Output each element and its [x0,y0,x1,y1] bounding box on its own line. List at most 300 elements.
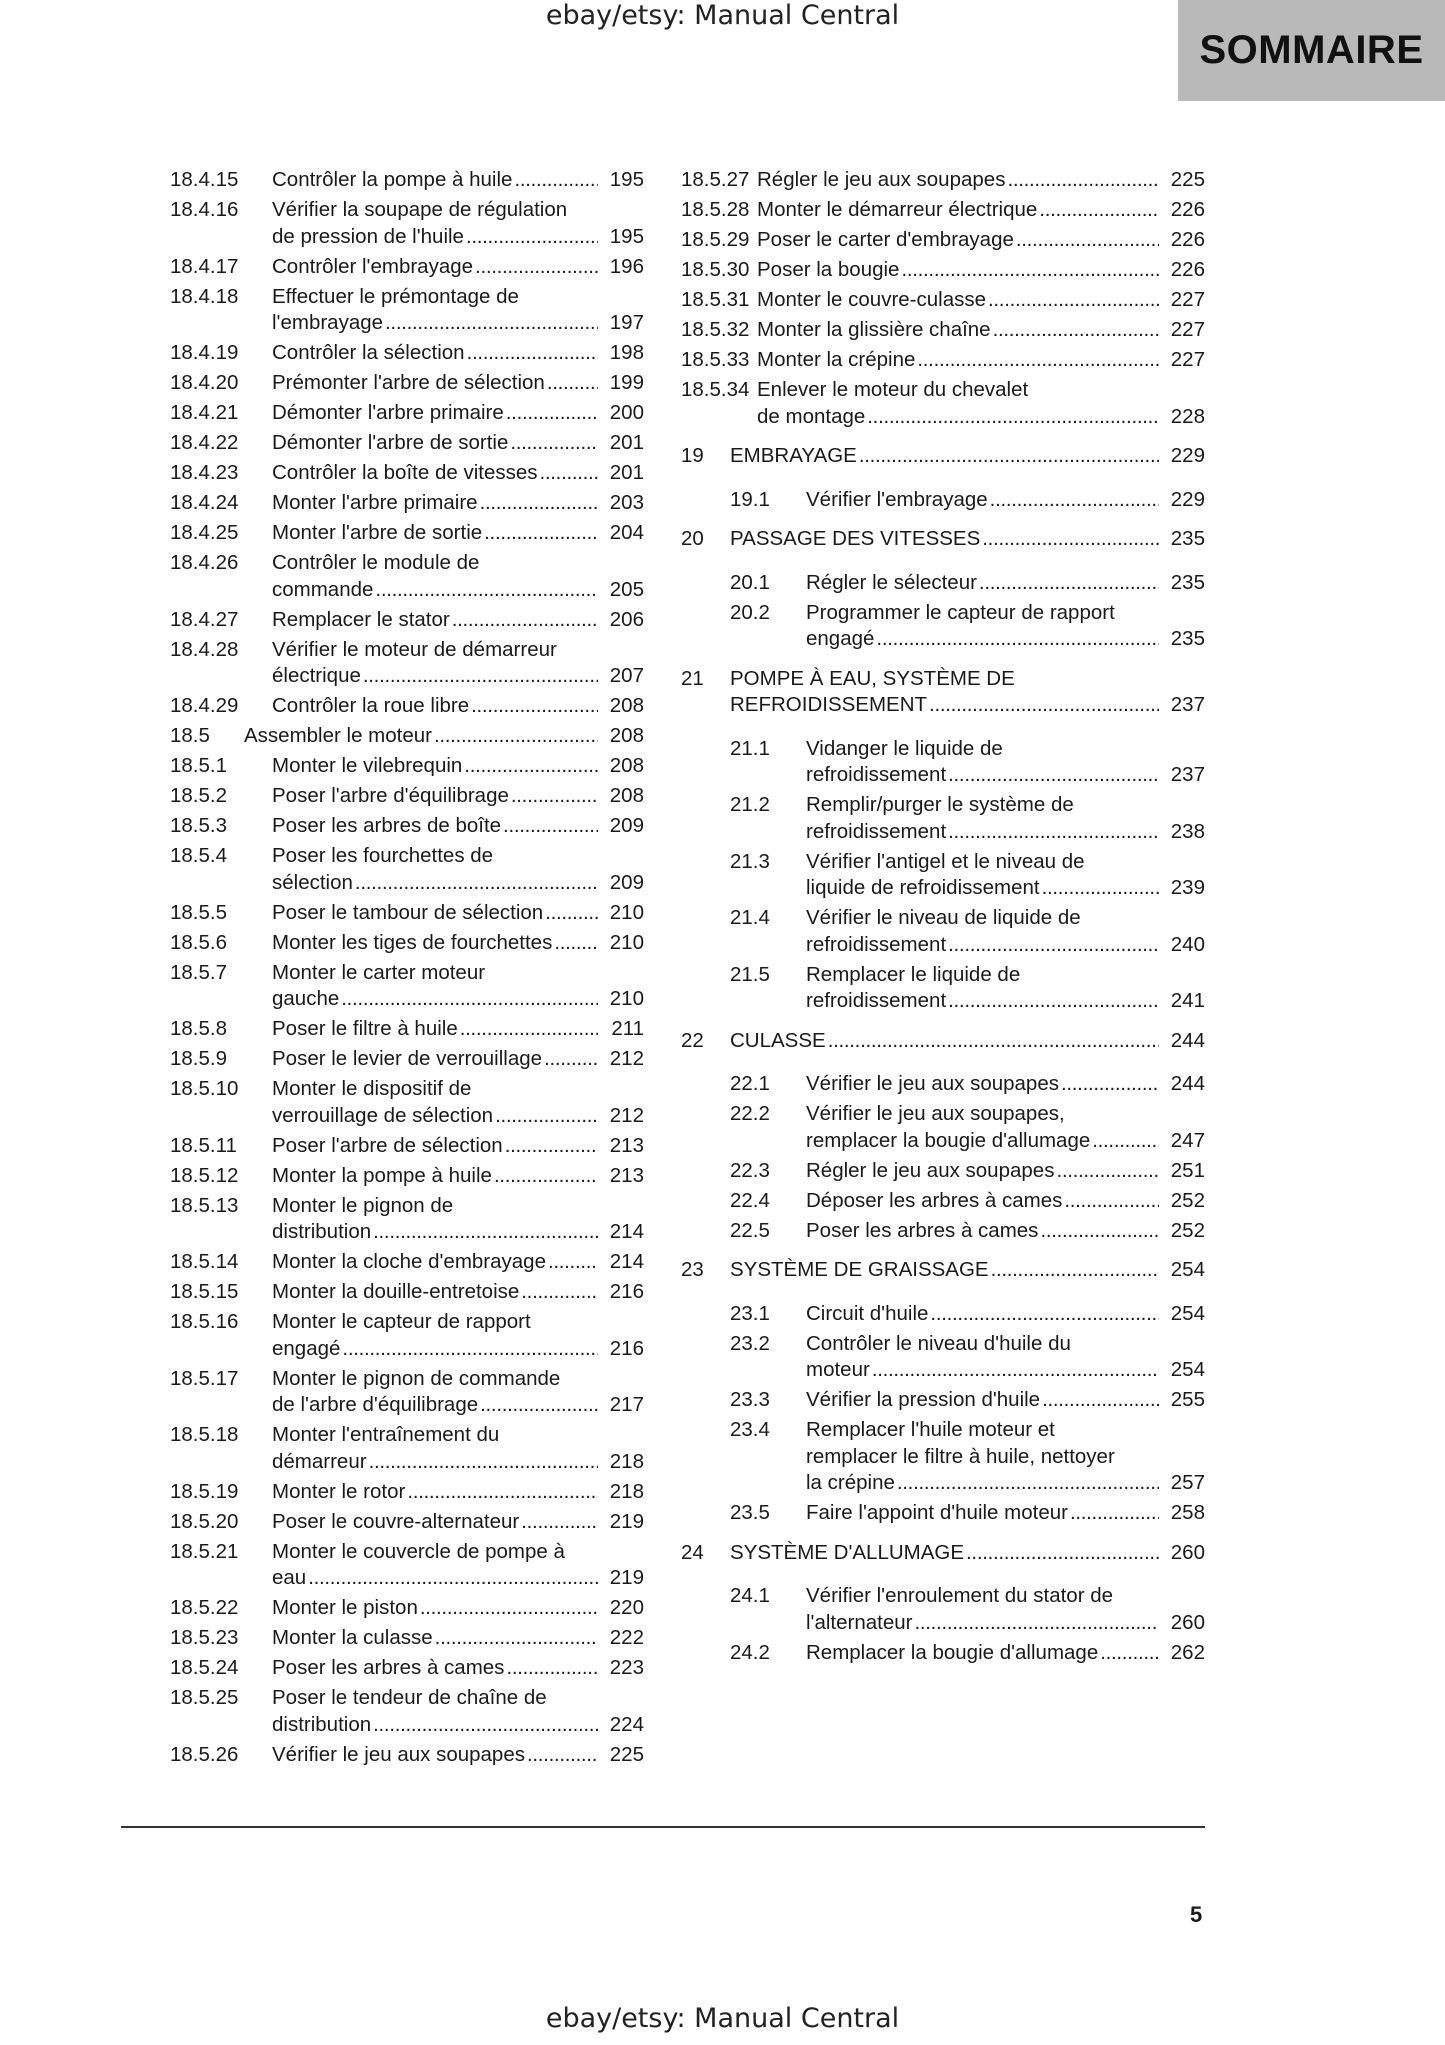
toc-entry-page: 195 [609,224,644,248]
toc-entry-last-line [272,813,644,840]
toc-entry-number: 18.5.18 [170,1423,239,1446]
toc-entry-page: 260 [1170,1540,1205,1564]
toc-entry-last-line [806,932,1205,959]
toc-entry-page: 235 [1170,627,1205,650]
dot-leader [1070,1500,1159,1527]
dot-leader [420,1595,598,1622]
toc-entry-number: 18.5.19 [170,1479,239,1503]
toc-entry-title: Vérifier la pression d'huile [806,1388,1041,1411]
toc-entry [170,1655,644,1682]
toc-entry-title-line: Vérifier le moteur de démarreur [272,637,557,661]
toc-entry-last-line [272,1103,644,1130]
toc-entry-body [806,1101,1205,1154]
toc-entry-page: 225 [609,1742,644,1766]
toc-entry [681,600,1205,653]
toc-entry-page: 227 [1170,318,1205,341]
toc-entry [170,1016,644,1043]
toc-entry-page: 209 [609,870,644,894]
toc-entry [170,1625,644,1652]
toc-entry-number: 18.4.20 [170,371,239,394]
toc-entry-body [730,1028,1205,1055]
toc-entry [170,753,644,780]
toc-entry [681,1101,1205,1154]
toc-entry [681,526,1205,553]
toc-entry [681,317,1205,344]
toc-entry [681,197,1205,224]
toc-entry-body [272,1046,644,1073]
toc-entry-page: 212 [609,1103,644,1127]
toc-entry-last-line [272,1279,644,1306]
toc-left-column [170,167,644,1772]
toc-entry-number: 18.4.25 [170,521,239,544]
toc-entry [170,843,644,896]
toc-entry-number: 18.5.21 [170,1539,239,1563]
toc-entry-last-line [272,1249,644,1276]
toc-entry-title: Monter la cloche d'embrayage [272,1250,546,1273]
toc-entry-body [272,1279,644,1306]
toc-entry-number: 18.4.21 [170,401,239,424]
dot-leader [480,490,598,517]
toc-entry-body [272,753,644,780]
toc-entry [170,607,644,634]
toc-entry-title: Monter les tiges de fourchettes [272,930,553,954]
toc-entry-title: de montage [757,404,866,428]
toc-entry-last-line [272,430,644,457]
toc-entry-number: 18.4.22 [170,431,239,454]
dot-leader [527,1742,598,1769]
toc-entry-page: 217 [609,1393,644,1416]
toc-entry-number: 21 [681,666,704,690]
toc-entry-number: 18.5.13 [170,1193,239,1217]
toc-entry-last-line [272,900,644,927]
toc-entry-last-line [806,1218,1205,1245]
toc-entry-number: 18.5.23 [170,1626,239,1649]
toc-entry [681,377,1205,430]
toc-entry-title-line: Poser les fourchettes de [272,844,494,867]
toc-entry-number: 18.5.15 [170,1280,239,1303]
toc-entry-title: Monter la glissière chaîne [757,318,991,341]
toc-entry-body [757,287,1205,314]
toc-entry-last-line [757,197,1205,224]
toc-entry-page: 241 [1170,989,1205,1012]
toc-entry [681,257,1205,284]
dot-leader [948,988,1159,1015]
toc-entry-number: 22.2 [730,1102,770,1125]
toc-entry-number: 18.5.28 [681,198,750,221]
toc-entry-body [806,1071,1205,1098]
dot-leader [363,663,598,690]
toc-entry-title: engagé [272,1336,341,1360]
toc-entry-title-line: Vérifier l'antigel et le niveau de [806,849,1085,873]
toc-entry [681,1540,1205,1567]
toc-entry-last-line [730,526,1205,553]
toc-entry-title: Régler le jeu aux soupapes [757,168,1006,191]
toc-right-column [681,167,1205,1670]
dot-leader [1100,1640,1159,1667]
toc-entry-number: 22.4 [730,1188,770,1212]
toc-entry-number: 18.5.16 [170,1310,239,1333]
toc-entry-page: 195 [609,168,644,191]
toc-entry-page: 200 [609,401,644,424]
toc-entry [170,254,644,281]
toc-entry [170,1133,644,1160]
toc-entry-title: engagé [806,627,875,650]
toc-entry-number: 23.2 [730,1331,770,1355]
toc-entry-title: Monter le piston [272,1596,418,1619]
toc-entry-body [730,1540,1205,1567]
toc-entry-title-line: Vérifier la soupape de régulation [272,198,568,221]
toc-entry-last-line [806,626,1205,653]
toc-entry-page: 205 [609,577,644,601]
toc-entry-page: 208 [609,724,644,747]
toc-entry-body [806,736,1205,789]
toc-entry [170,637,644,690]
toc-entry-body [272,1539,644,1592]
toc-entry-page: 198 [609,341,644,364]
toc-entry-number: 18.5 [170,724,210,747]
toc-entry-page: 254 [1170,1358,1205,1381]
toc-entry-title: Vérifier le jeu aux soupapes [272,1742,525,1766]
toc-entry-title-line: Contrôler le module de [272,551,480,574]
toc-entry-last-line [757,167,1205,194]
toc-entry-page: 207 [609,664,644,687]
toc-entry-page: 229 [1170,444,1205,467]
toc-entry-body [806,1640,1205,1667]
toc-entry [170,900,644,927]
toc-entry [170,1595,644,1622]
toc-entry-title: Poser le levier de verrouillage [272,1047,543,1070]
toc-entry-body [730,1257,1205,1284]
toc-entry-title: Poser les arbres à cames [806,1218,1039,1242]
toc-entry [170,400,644,427]
toc-entry-page: 229 [1170,487,1205,511]
dot-leader [544,1046,598,1073]
toc-entry-body [272,284,644,337]
toc-entry-title: Monter le vilebrequin [272,754,463,777]
toc-entry-page: 199 [609,371,644,394]
toc-entry-body [272,1655,644,1682]
toc-entry-number: 18.5.27 [681,168,750,191]
dot-leader [385,310,598,337]
toc-entry-title: l'embrayage [272,311,384,334]
toc-entry-body [806,1500,1205,1527]
dot-leader [982,526,1159,553]
toc-entry-number: 22.5 [730,1218,770,1242]
toc-entry [170,1309,644,1362]
dot-leader [342,1336,598,1363]
toc-entry-body [272,960,644,1013]
toc-entry-title: distribution [272,1220,372,1243]
toc-entry-number: 20.2 [730,600,770,624]
toc-entry-last-line [272,1625,644,1652]
toc-entry [170,1742,644,1769]
toc-entry-page: 219 [609,1566,644,1589]
toc-entry-title: démarreur [272,1449,367,1473]
toc-entry-title: gauche [272,987,340,1010]
toc-entry-last-line [272,1595,644,1622]
toc-entry-page: 227 [1170,288,1205,311]
toc-entry [681,1257,1205,1284]
toc-entry-title-line: Remplacer l'huile moteur et [806,1418,1055,1441]
toc-entry-number: 19 [681,444,704,467]
toc-entry-title-line: Monter le pignon de commande [272,1366,561,1390]
toc-entry [681,1071,1205,1098]
toc-entry-body [272,783,644,810]
toc-entry [170,520,644,547]
toc-entry-last-line [272,1449,644,1476]
toc-entry-body [272,930,644,957]
toc-entry-body [806,600,1205,653]
dot-leader [434,723,598,750]
toc-entry-body [272,1509,644,1536]
toc-entry-title: refroidissement [806,989,947,1012]
dot-leader [897,1470,1159,1497]
toc-entry-last-line [272,400,644,427]
toc-entry-page: 209 [609,814,644,837]
toc-entry-last-line [806,988,1205,1015]
toc-entry [170,930,644,957]
toc-entry [681,1583,1205,1636]
dot-leader [1040,1218,1159,1245]
toc-entry-title-line: Monter le carter moteur [272,960,486,984]
toc-entry-number: 18.5.33 [681,348,750,371]
toc-entry-last-line [272,1712,644,1739]
toc-entry-title: Faire l'appoint d'huile moteur [806,1501,1068,1524]
toc-entry-title: SYSTÈME DE GRAISSAGE [730,1258,989,1281]
toc-entry [170,1509,644,1536]
dot-leader [484,520,598,547]
toc-entry-body [272,1742,644,1769]
toc-entry-body [806,849,1205,902]
toc-entry-title-line: Monter le couvercle de pompe à [272,1539,565,1563]
toc-entry-body [730,526,1205,553]
toc-entry-page: 210 [609,930,644,954]
dot-leader [375,577,598,604]
toc-entry-page: 210 [609,987,644,1010]
dot-leader [1056,1158,1159,1185]
dot-leader [475,254,598,281]
toc-entry-last-line [806,1188,1205,1215]
toc-entry-last-line [730,692,1205,719]
toc-entry-body [272,1193,644,1246]
toc-entry-title: Remplacer le stator [272,607,450,631]
toc-entry-body [757,227,1205,254]
toc-entry-last-line [806,1158,1205,1185]
toc-entry-title: eau [272,1566,307,1589]
toc-entry-title-line: Contrôler le niveau d'huile du [806,1331,1071,1355]
toc-entry-page: 196 [609,254,644,278]
toc-entry-title: Déposer les arbres à cames [806,1188,1063,1212]
toc-entry-last-line [272,1336,644,1363]
toc-entry-page: 235 [1170,570,1205,594]
dot-leader [369,1449,598,1476]
toc-entry-last-line [806,1640,1205,1667]
toc-entry-number: 18.4.28 [170,637,239,661]
toc-entry-title: distribution [272,1712,372,1736]
toc-entry [170,783,644,810]
dot-leader [1039,197,1159,224]
toc-entry-title-line: Effectuer le prémontage de [272,284,519,308]
toc-entry-page: 240 [1170,932,1205,956]
toc-entry-last-line [757,287,1205,314]
toc-entry-number: 18.4.18 [170,284,239,308]
toc-entry-body [806,1301,1205,1328]
toc-entry [170,490,644,517]
toc-entry [170,430,644,457]
toc-entry-page: 228 [1170,404,1205,428]
toc-entry-title: refroidissement [806,932,947,956]
toc-entry-last-line [730,1257,1205,1284]
toc-entry-number: 24.2 [730,1640,770,1664]
toc-entry-title: commande [272,577,374,601]
toc-entry [170,1366,644,1419]
dot-leader [355,870,598,897]
toc-entry-number: 23.3 [730,1388,770,1411]
toc-entry-body [272,550,644,603]
toc-entry-last-line [272,986,644,1013]
toc-entry-number: 18.4.17 [170,254,239,278]
toc-entry-last-line [272,167,644,194]
toc-entry-page: 254 [1170,1258,1205,1281]
dot-leader [828,1028,1159,1055]
toc-entry-last-line [806,570,1205,597]
toc-entry-last-line [272,607,644,634]
dot-leader [990,487,1159,514]
toc-entry-title: Monter le couvre-culasse [757,288,987,311]
toc-entry-body [272,607,644,634]
toc-entry-last-line [806,487,1205,514]
toc-entry [681,287,1205,314]
toc-entry-number: 18.4.24 [170,491,239,514]
toc-entry-title-line: Vidanger le liquide de [806,736,1003,760]
toc-entry-title: Contrôler la boîte de vitesses [272,461,538,484]
toc-entry-title-line: Remplacer le liquide de [806,962,1021,986]
toc-entry-page: 239 [1170,876,1205,899]
toc-entry-number: 23.5 [730,1501,770,1524]
toc-entry-page: 213 [609,1133,644,1157]
toc-entry-title: refroidissement [806,819,947,843]
toc-entry-title: Monter la pompe à huile [272,1163,492,1187]
toc-entry [681,347,1205,374]
toc-entry [170,1539,644,1592]
toc-entry-title: CULASSE [730,1028,826,1052]
toc-entry-title-line: Monter le pignon de [272,1193,454,1217]
toc-entry-page: 197 [609,311,644,334]
toc-entry-number: 24.1 [730,1584,770,1607]
toc-entry-number: 23.4 [730,1418,770,1441]
toc-entry-page: 252 [1170,1188,1205,1212]
toc-entry-number: 18.5.7 [170,960,227,984]
toc-entry-number: 20 [681,527,704,550]
toc-entry-body [272,520,644,547]
toc-entry [170,284,644,337]
toc-entry [681,736,1205,789]
toc-entry-last-line [272,1742,644,1769]
toc-entry-number: 18.5.17 [170,1366,239,1390]
toc-entry [170,1193,644,1246]
toc-entry-body [272,167,644,194]
toc-entry-title: l'alternateur [806,1610,913,1634]
toc-entry [170,813,644,840]
toc-entry-body [806,792,1205,845]
toc-entry-number: 18.4.23 [170,461,239,484]
dot-leader [540,460,599,487]
toc-entry-title: Régler le sélecteur [806,570,977,594]
dot-leader [914,1610,1159,1637]
dot-leader [505,1133,598,1160]
toc-entry-last-line [272,1509,644,1536]
toc-entry-number: 18.5.5 [170,900,227,924]
toc-entry-number: 18.5.14 [170,1250,239,1273]
toc-entry-title: remplacer la bougie d'allumage [806,1128,1091,1152]
toc-entry [170,1422,644,1475]
dot-leader [548,1249,598,1276]
dot-leader [991,1257,1159,1284]
toc-entry-number: 18.5.10 [170,1077,239,1100]
toc-entry-last-line [272,1219,644,1246]
toc-entry-title: de pression de l'huile [272,224,464,248]
toc-entry-number: 18.4.16 [170,198,239,221]
dot-leader [510,430,598,457]
dot-leader [859,443,1159,470]
toc-entry-title-line: POMPE À EAU, SYSTÈME DE [730,666,1015,690]
toc-entry [681,1218,1205,1245]
toc-entry [170,1685,644,1738]
toc-entry-title: Vérifier le jeu aux soupapes [806,1072,1059,1095]
toc-entry-last-line [730,1540,1205,1567]
toc-entry-title: Poser le filtre à huile [272,1017,458,1040]
toc-entry-body [272,460,644,487]
toc-entry-body [806,570,1205,597]
toc-entry-last-line [272,1016,644,1043]
toc-entry-last-line [806,1470,1205,1497]
dot-leader [876,626,1159,653]
toc-entry [681,1417,1205,1497]
toc-entry-body [272,900,644,927]
toc-entry-last-line [757,317,1205,344]
toc-entry-page: 255 [1170,1388,1205,1411]
toc-entry-last-line [730,443,1205,470]
toc-entry-number: 22.1 [730,1072,770,1095]
dot-leader [514,167,598,194]
toc-entry-number: 18.5.12 [170,1163,239,1187]
toc-entry-number: 24 [681,1540,704,1564]
toc-entry-body [272,1685,644,1738]
toc-entry [681,227,1205,254]
toc-entry-page: 218 [609,1479,644,1503]
dot-leader [948,762,1159,789]
dot-leader [966,1540,1159,1567]
toc-entry-page: 203 [609,491,644,514]
toc-entry-body [272,1366,644,1419]
toc-entry [170,340,644,367]
toc-entry-body [806,487,1205,514]
toc-entry-number: 21.5 [730,962,770,986]
toc-entry-title: refroidissement [806,763,947,786]
toc-entry-title: Poser le carter d'embrayage [757,228,1014,251]
toc-entry [170,693,644,720]
toc-entry-page: 201 [609,431,644,454]
toc-entry [681,1301,1205,1328]
toc-entry-last-line [272,1565,644,1592]
toc-entry-page: 252 [1170,1218,1205,1242]
toc-entry-number: 19.1 [730,487,770,511]
toc-entry-page: 213 [609,1163,644,1187]
toc-entry-body [272,340,644,367]
dot-leader [435,1625,598,1652]
toc-entry-title: EMBRAYAGE [730,444,857,467]
toc-entry-body [272,1133,644,1160]
